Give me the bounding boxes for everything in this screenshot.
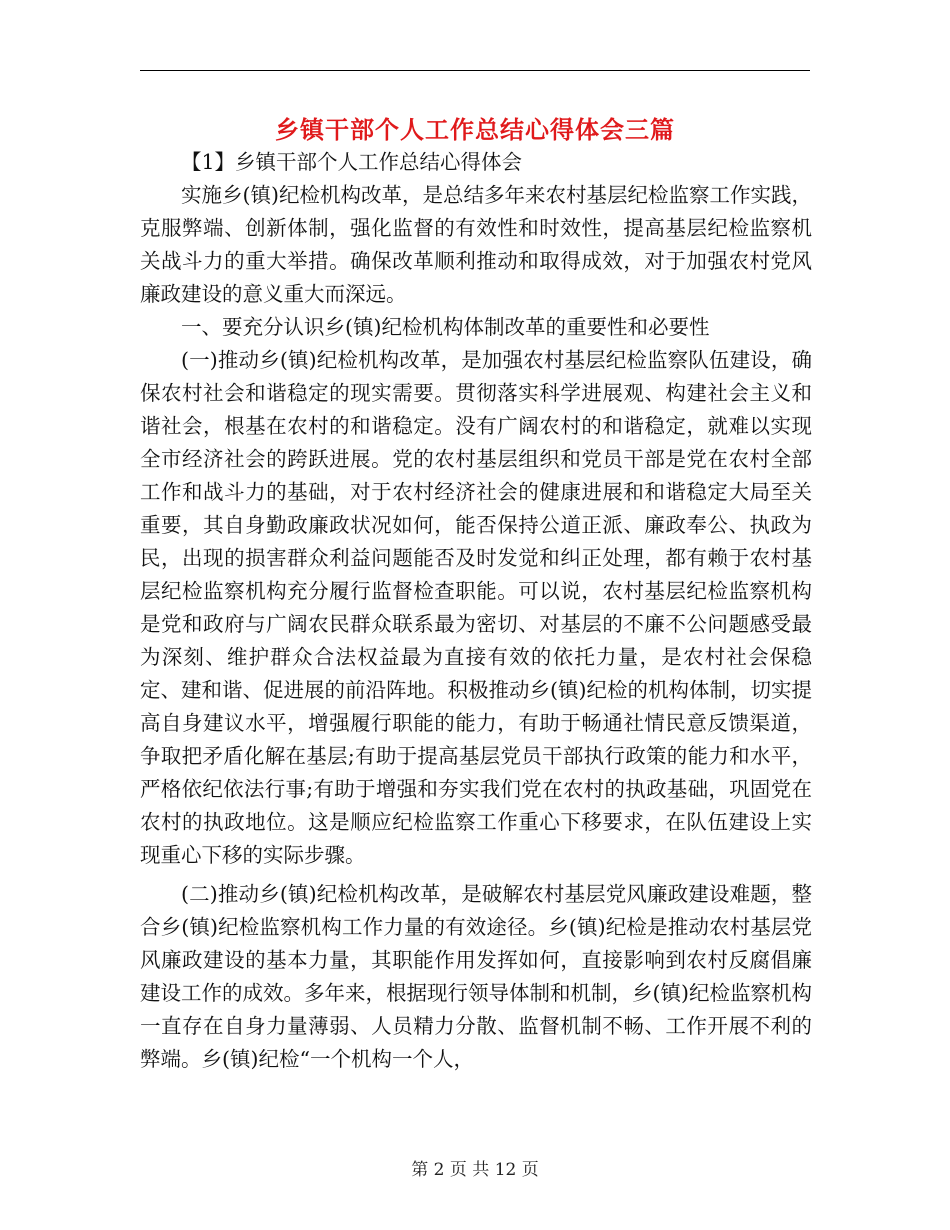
intro-paragraph: 实施乡(镇)纪检机构改革，是总结多年来农村基层纪检监察工作实践，克服弊端、创新体制，强化监督的有效性和时效性，提高基层纪检监察机关战斗力的重大举措。确保改革顺利推动和取得成效，对于加强农村党风廉政建设的意义重大而深远。 [140,183,812,306]
document-body [140,146,812,1076]
body-paragraph-1: (一)推动乡(镇)纪检机构改革，是加强农村基层纪检监察队伍建设，确保农村社会和谐稳定的现实需要。贯彻落实科学进展观、构建社会主义和谐社会，根基在农村的和谐稳定。没有广阔农村的和谐稳定，就难以实现全市经济社会的跨跃进展。党的农村基层组织和党员干部是党在农村全部工作和战斗力的基础，对于农村经济社会的健康进展和和谐稳定大局至关重要，其自身勤政廉政状况如何，能否保持公道正派、廉政奉公、执政为民，出现的损害群众利益问题能否及时发觉和纠正处理，都有赖于农村基层纪检监察机构充分履行监督检查职能。可以说，农村基层纪检监察机构是党和政府与广阔农民群众联系最为密切、对基层的不廉不公问题感受最为深刻、维护群众合法权益最为直接有效的依托力量，是农村社会保稳定、建和谐、促进展的前沿阵地。积极推动乡(镇)纪检的机构体制，切实提高自身建议水平，增强履行职能的能力，有助于畅通社情民意反馈渠道，争取把矛盾化解在基层;有助于提高基层党员干部执行政策的能力和水平，严格依纪依法行事;有助于增强和夯实我们党在农村的执政基础，巩固党在农村的执政地位。这是顺应纪检监察工作重心下移要求，在队伍建设上实现重心下移的实际步骤。 [140,348,812,867]
body-paragraph-2: (二)推动乡(镇)纪检机构改革，是破解农村基层党风廉政建设难题，整合乡(镇)纪检监察机构工作力量的有效途径。乡(镇)纪检是推动农村基层党风廉政建设的基本力量，其职能作用发挥如何，直接影响到农村反腐倡廉建设工作的成效。多年来，根据现行领导体制和机制，乡(镇)纪检监察机构一直存在自身力量薄弱、人员精力分散、监督机制不畅、工作开展不利的弊端。乡(镇)纪检“一个机构一个人， [140,882,812,1071]
subsection-heading: 一、要充分认识乡(镇)纪检机构体制改革的重要性和必要性 [181,315,710,339]
header-rule [140,70,810,71]
page-footer: 第 2 页 共 12 页 [411,1160,539,1180]
section-heading: 【1】乡镇干部个人工作总结心得体会 [181,150,523,174]
document-title: 乡镇干部个人工作总结心得体会三篇 [275,116,675,144]
